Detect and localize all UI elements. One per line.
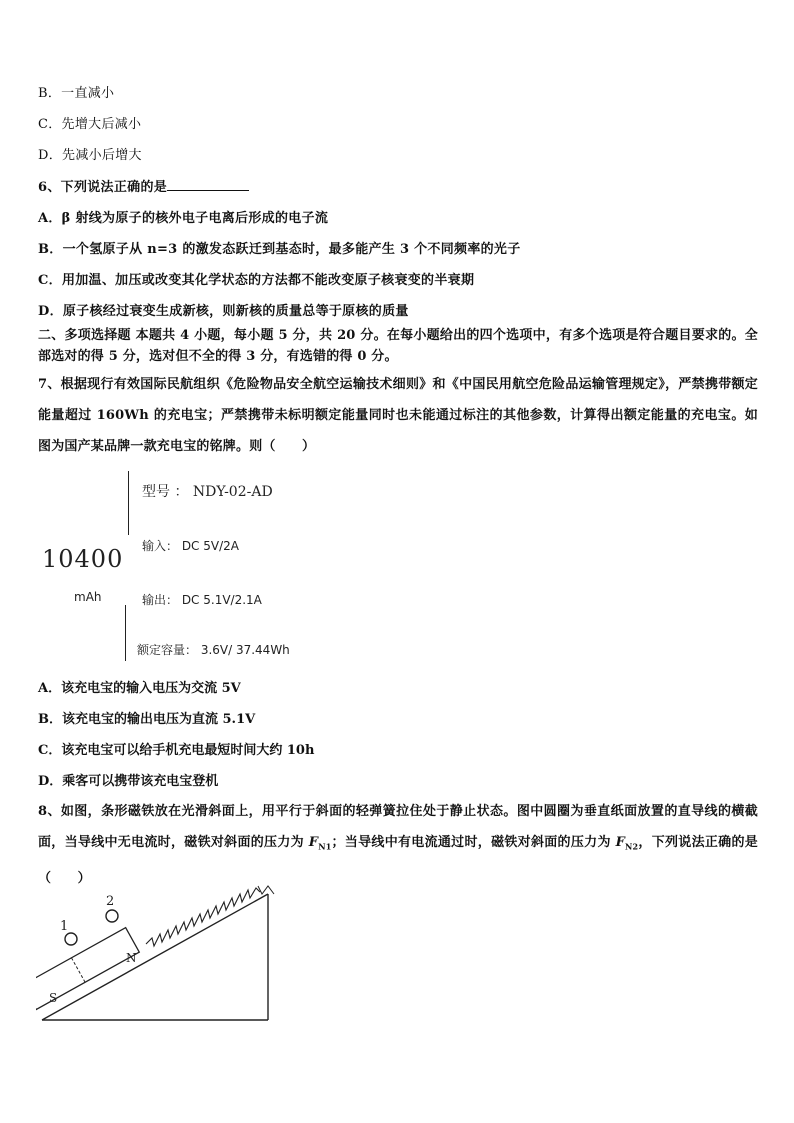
q8-stem-part2: ；当导线中有电流通过时，磁铁对斜面的压力为: [331, 835, 616, 850]
spring: [146, 888, 260, 946]
wire-2-label: 2: [106, 894, 115, 909]
q7-option-a: A．该充电宝的输入电压为交流 5V: [38, 681, 241, 696]
force-subscript-2: N2: [625, 841, 639, 852]
q5-option-b: B．一直减小: [38, 86, 115, 101]
capacity-unit: mAh: [74, 590, 102, 604]
q5-option-d: D．先减小后增大: [38, 148, 142, 163]
q6-option-c: C．用加温、加压或改变其化学状态的方法都不能改变原子核衰变的半衰期: [38, 273, 475, 288]
q8-stem: [38, 796, 758, 894]
q7-option-b: B．该充电宝的输出电压为直流 5.1V: [38, 712, 256, 727]
force-subscript-1: N1: [318, 841, 332, 852]
q6-option-d: D．原子核经过衰变生成新核，则新核的质量总等于原核的质量: [38, 304, 409, 319]
force-symbol-2: F: [615, 835, 626, 850]
powerbank-nameplate: [38, 465, 338, 665]
q8-stem-part3: ，下列说法正确的是（ ）: [38, 835, 758, 886]
wire-1-icon: [65, 933, 77, 945]
incline-magnet-figure: [36, 882, 276, 1027]
section-heading: 二、多项选择题 本题共 4 小题，每小题 5 分，共 20 分。在每小题给出的四个选项中，有多个选项是符合题目要求的。全部选对的得 5 分，选对但不全的得 3 分，有选错的得 0 分。: [38, 328, 758, 364]
q8-stem-part1: 8、如图，条形磁铁放在光滑斜面上，用平行于斜面的轻弹簧拉住处于静止状态。图中圆圈为垂直纸面放置的直导线的横截面，当导线中无电流时，磁铁对斜面的压力为: [38, 804, 758, 850]
input-spec: 输入： DC 5V/2A: [142, 539, 239, 553]
wire-1-label: 1: [60, 919, 69, 934]
answer-blank: [167, 178, 249, 191]
capacity-value: 10400: [42, 545, 124, 573]
q6-option-b: B．一个氢原子从 n=3 的激发态跃迁到基态时，最多能产生 3 个不同频率的光子: [38, 242, 521, 257]
divider-bottom: [125, 605, 126, 661]
q7-option-c: C．该充电宝可以给手机充电最短时间大约 10h: [38, 743, 315, 758]
q5-option-c: C．先增大后减小: [38, 117, 142, 132]
q6-stem: [38, 176, 249, 195]
rated-energy: 额定容量： 3.6V/ 37.44Wh: [137, 643, 290, 657]
q7-option-d: D．乘客可以携带该充电宝登机: [38, 774, 219, 789]
divider-top: [128, 471, 129, 535]
model-label: 型号 ： NDY-02-AD: [142, 484, 273, 500]
pole-n-label: N: [126, 951, 137, 965]
pole-s-label: S: [49, 991, 58, 1005]
q7-stem: 7、根据现行有效国际民航组织《危险物品安全航空运输技术细则》和《中国民用航空危险品运输管理规定》，严禁携带额定能量超过 160Wh 的充电宝；严禁携带未标明额定能量同时也未能通过标注的其他参数，计算得出额定能量的充电宝。如图为国产某品牌一款充电宝的铭牌。则（ ）: [38, 377, 758, 454]
force-symbol-1: F: [308, 835, 319, 850]
q6-option-a: A．β 射线为原子的核外电子电离后形成的电子流: [38, 211, 329, 226]
q6-stem-text: 6、下列说法正确的是: [38, 180, 168, 195]
output-spec: 输出： DC 5.1V/2.1A: [142, 593, 262, 607]
wire-2-icon: [106, 910, 118, 922]
wall-hatch: [258, 886, 274, 894]
